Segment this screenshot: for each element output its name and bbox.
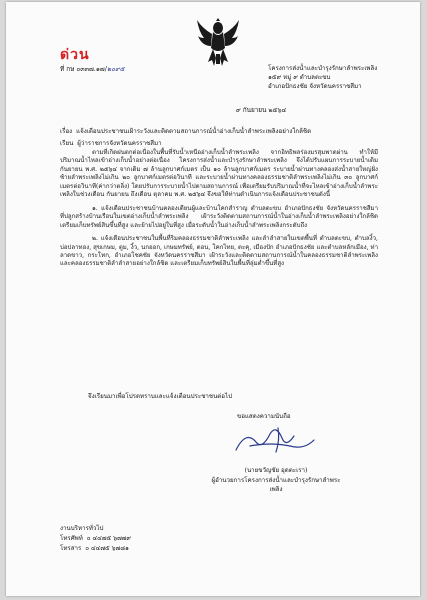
letter-page xyxy=(6,2,420,596)
org-address-line: อำเภอปักธงชัย จังหวัดนครราชสีมา xyxy=(268,83,362,91)
regards-line: ขอแสดงความนับถือ xyxy=(237,413,291,420)
subject-label: เรื่อง xyxy=(60,128,73,135)
document-number xyxy=(60,64,125,74)
subject-text: แจ้งเตือนประชาชนเฝ้าระวังและติดตามสถานการณ์น้ำอ่างเก็บน้ำลำพระเพลิงอย่างใกล้ชิด xyxy=(76,128,312,135)
document-number-prefix: ที่ กษ ๐๓๓๗.๑๗/ xyxy=(60,65,107,73)
org-name: โครงการส่งน้ำและบำรุงรักษาลำพระเพลิง xyxy=(268,65,378,72)
phone-number: ๐ ๔๔๗๕ ๖๗๗๙ xyxy=(86,535,131,542)
closing-line: จึงเรียนมาเพื่อโปรดทราบและแจ้งเตือนประชาชนต่อไป xyxy=(88,393,233,400)
signer-name: (นายขวัญชัย อุดตะเรา) xyxy=(244,467,308,474)
handwritten-signature xyxy=(230,420,320,460)
fax-label: โทรสาร xyxy=(60,545,82,552)
signer-block xyxy=(206,466,346,495)
document-number-handwritten: ๒๐๙๕ xyxy=(106,65,125,73)
urgent-stamp: ด่วน xyxy=(60,47,90,63)
fax-number: ๐ ๔๔๗๕ ๖๗๘๑ xyxy=(85,545,129,552)
org-address-line: ๑๕๙ หมู่ ๙ ตำบลตะขบ xyxy=(268,74,331,82)
recipient-line xyxy=(60,138,162,148)
phone-label: โทรศัพท์ xyxy=(60,535,83,542)
signer-position: ผู้อำนวยการโครงการส่งน้ำและบำรุงรักษาลำพระเพลิง xyxy=(211,476,341,493)
letter-date: ๙ กันยายน ๒๕๖๔ xyxy=(236,106,287,114)
footer-department: งานบริหารทั่วไป xyxy=(60,525,104,532)
contact-footer xyxy=(60,524,131,554)
body-paragraph: ๒. แจ้งเตือนประชาชนในพื้นที่ริมคลองธรรมชาติลำพระเพลิง และลำลำสายในเขตพื้นที่ ตำบลตะขบ, ตำบลงิ้ว, บ่อปลาทอง, สุขเกษม, ตูม, งิ้ว, นกออก, เกษมทรัพย์, ตอน, โคกไทย, ตะคุ, เมืองปัก อำเภอปักธงชัย และตำบลหลักเมือง, ท่าลาดขาว, กระโทก, อำเภอโชคชัย จังหวัดนครราชสีมา เฝ้าระวังและติดตามสถานการณ์น้ำในคลองธรรมชาติลำพระเพลิง และคลองธรรมชาติลำลำสายอย่างใกล้ชิด และเตรียมเก็บทรัพย์สินในพื้นที่ลุ่มต่ำขึ้นที่สูง xyxy=(60,235,378,268)
sender-address xyxy=(268,64,377,92)
footer-fax-row xyxy=(60,544,131,554)
footer-phone-row xyxy=(60,534,131,544)
garuda-emblem-icon xyxy=(196,18,240,68)
recipient-text: ผู้ว่าราชการจังหวัดนครราชสีมา xyxy=(77,140,162,147)
body-paragraph: ๑. แจ้งเตือนประชาชนบ้านคลองเตียนผู้และบ้านโคกสำราญ ตำบลตะขบ อำเภอปักธงชัย จังหวัดนครราชสีมา ที่ปลูกสร้างบ้านเรือนในเขตอ่างเก็บน้ำลำพระเพลิง เฝ้าระวังติดตามสถานการณ์น้ำในอ่างเก็บน้ำลำพระเพลิงอย่างใกล้ชิด เตรียมเก็บทรัพย์สินขึ้นที่สูง และย้ายไปอยู่ในที่สูง เมื่อระดับน้ำในอ่างเก็บน้ำลำพระเพลิงกระดับถึง xyxy=(60,204,378,229)
recipient-label: เรียน xyxy=(60,140,74,147)
letter-body xyxy=(60,149,378,274)
body-paragraph: ตามที่เกิดฝนตกต่อเนื่องในพื้นที่รับน้ำเหนืออ่างเก็บน้ำลำพระเพลิง จากอิทธิพลร่องมรสุมพาดผ่าน ทำให้มีปริมาณน้ำไหลเข้าอ่างเก็บน้ำอย่างต่อเนื่อง โครงการส่งน้ำและบำรุงรักษาลำพระเพลิง จึงได้ปรับแผนการระบายน้ำเดิม กันยายน พ.ศ. ๒๕๖๔ จากเดิม ๗ ล้านลูกบาศก์เมตร เป็น ๑๐ ล้านลูกบาศก์เมตร ระบายน้ำผ่านทางคลองส่งน้ำสายใหญ่ฝั่งซ้ายลำพระเพลิงไม่เกิน ๒๐ ลูกบาศก์เมตรต่อวินาที และระบายน้ำผ่านทางคลองธรรมชาติลำพระเพลิงไม่เกิน ๓๐ ลูกบาศก์เมตรต่อวินาที(ค่ากว่าตลิ่ง) โดยปรับการระบายน้ำไปตามสถานการณ์ เพื่อเตรียมรับปริมาณน้ำที่จะไหลเข้าอ่างเก็บน้ำลำพระเพลิงในช่วงเดือน กันยายน ถึงเดือน ตุลาคม พ.ศ. ๒๕๖๔ จึงขอให้ท่านดำเนินการแจ้งเตือนประชาชนดังนี้ xyxy=(60,149,378,199)
subject-line xyxy=(60,126,311,136)
